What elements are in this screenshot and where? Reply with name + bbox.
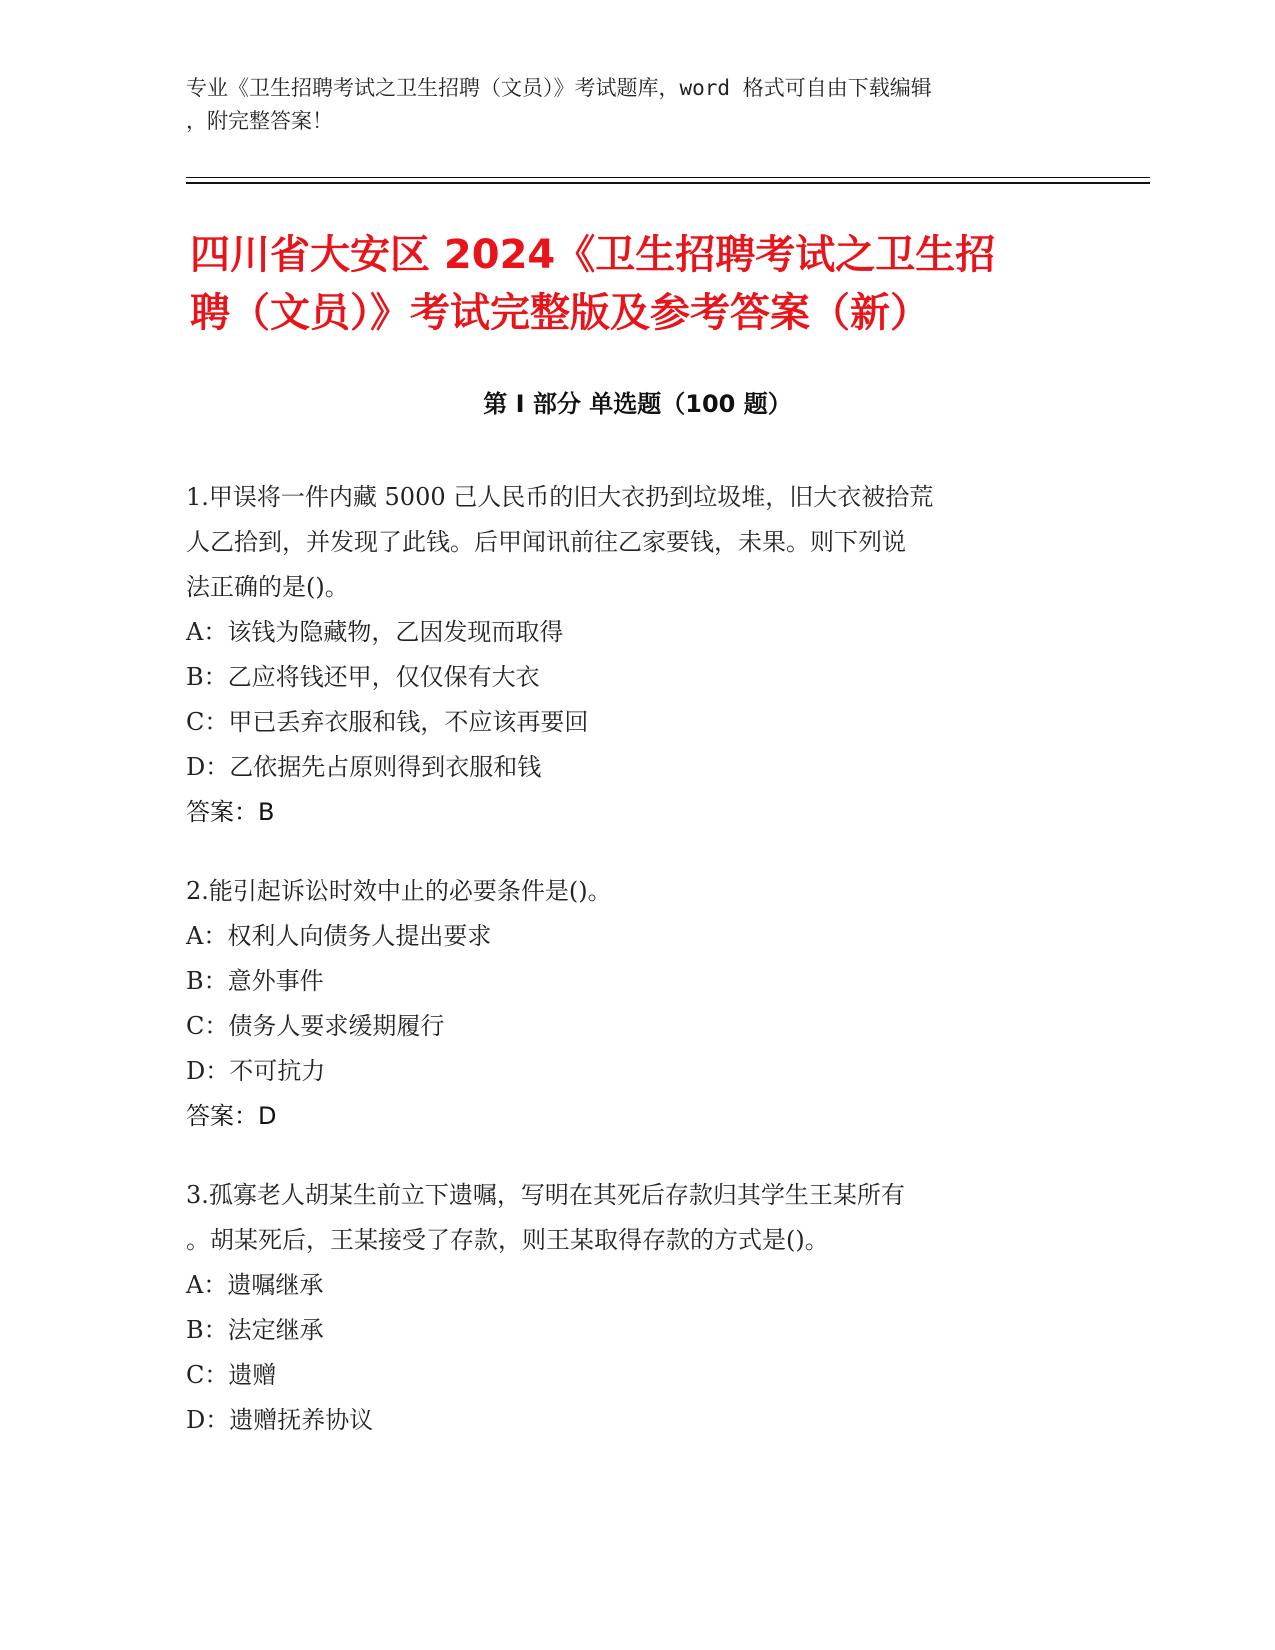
option-a: A：遗嘱继承 — [186, 1271, 324, 1299]
question-item — [186, 475, 1086, 835]
option-c: C：遗赠 — [186, 1361, 277, 1389]
option-d: D：不可抗力 — [186, 1057, 326, 1085]
section-heading: 第 I 部分 单选题（100 题） — [483, 390, 792, 418]
option-b: B：意外事件 — [186, 967, 324, 995]
header-divider-thick — [186, 182, 1150, 184]
document-title — [190, 226, 1090, 342]
header-note-line: 专业《卫生招聘考试之卫生招聘（文员）》考试题库，word 格式可自由下载编辑 — [186, 76, 932, 100]
header-note — [186, 72, 1086, 138]
question-stem-line: 3.孤寡老人胡某生前立下遗嘱，写明在其死后存款归其学生王某所有 — [186, 1181, 905, 1209]
question-stem-line: 。胡某死后，王某接受了存款，则王某取得存款的方式是()。 — [186, 1226, 829, 1254]
option-c: C：甲已丢弃衣服和钱，不应该再要回 — [186, 708, 589, 736]
option-b: B：乙应将钱还甲，仅仅保有大衣 — [186, 663, 540, 691]
option-d: D：乙依据先占原则得到衣服和钱 — [186, 753, 542, 781]
question-item — [186, 1173, 1086, 1443]
option-a: A：权利人向债务人提出要求 — [186, 922, 492, 950]
option-d: D：遗赠抚养协议 — [186, 1406, 374, 1434]
question-stem-line: 1.甲误将一件内藏 5000 己人民币的旧大衣扔到垃圾堆，旧大衣被拾荒 — [186, 483, 934, 511]
title-line: 四川省大安区 2024《卫生招聘考试之卫生招 — [190, 232, 996, 278]
title-line: 聘（文员）》考试完整版及参考答案（新） — [190, 290, 930, 336]
question-item — [186, 869, 1086, 1139]
answer-line: 答案：D — [186, 1102, 277, 1130]
question-stem-line: 人乙拾到，并发现了此钱。后甲闻讯前往乙家要钱，未果。则下列说 — [186, 528, 906, 556]
answer-line: 答案：B — [186, 798, 275, 826]
question-list — [186, 475, 1086, 1477]
option-c: C：债务人要求缓期履行 — [186, 1012, 445, 1040]
option-b: B：法定继承 — [186, 1316, 324, 1344]
header-note-line: ，附完整答案！ — [186, 109, 333, 133]
header-divider-thin — [186, 177, 1150, 178]
option-a: A：该钱为隐藏物，乙因发现而取得 — [186, 618, 564, 646]
question-stem-line: 2.能引起诉讼时效中止的必要条件是()。 — [186, 877, 612, 905]
question-stem-line: 法正确的是()。 — [186, 573, 349, 601]
